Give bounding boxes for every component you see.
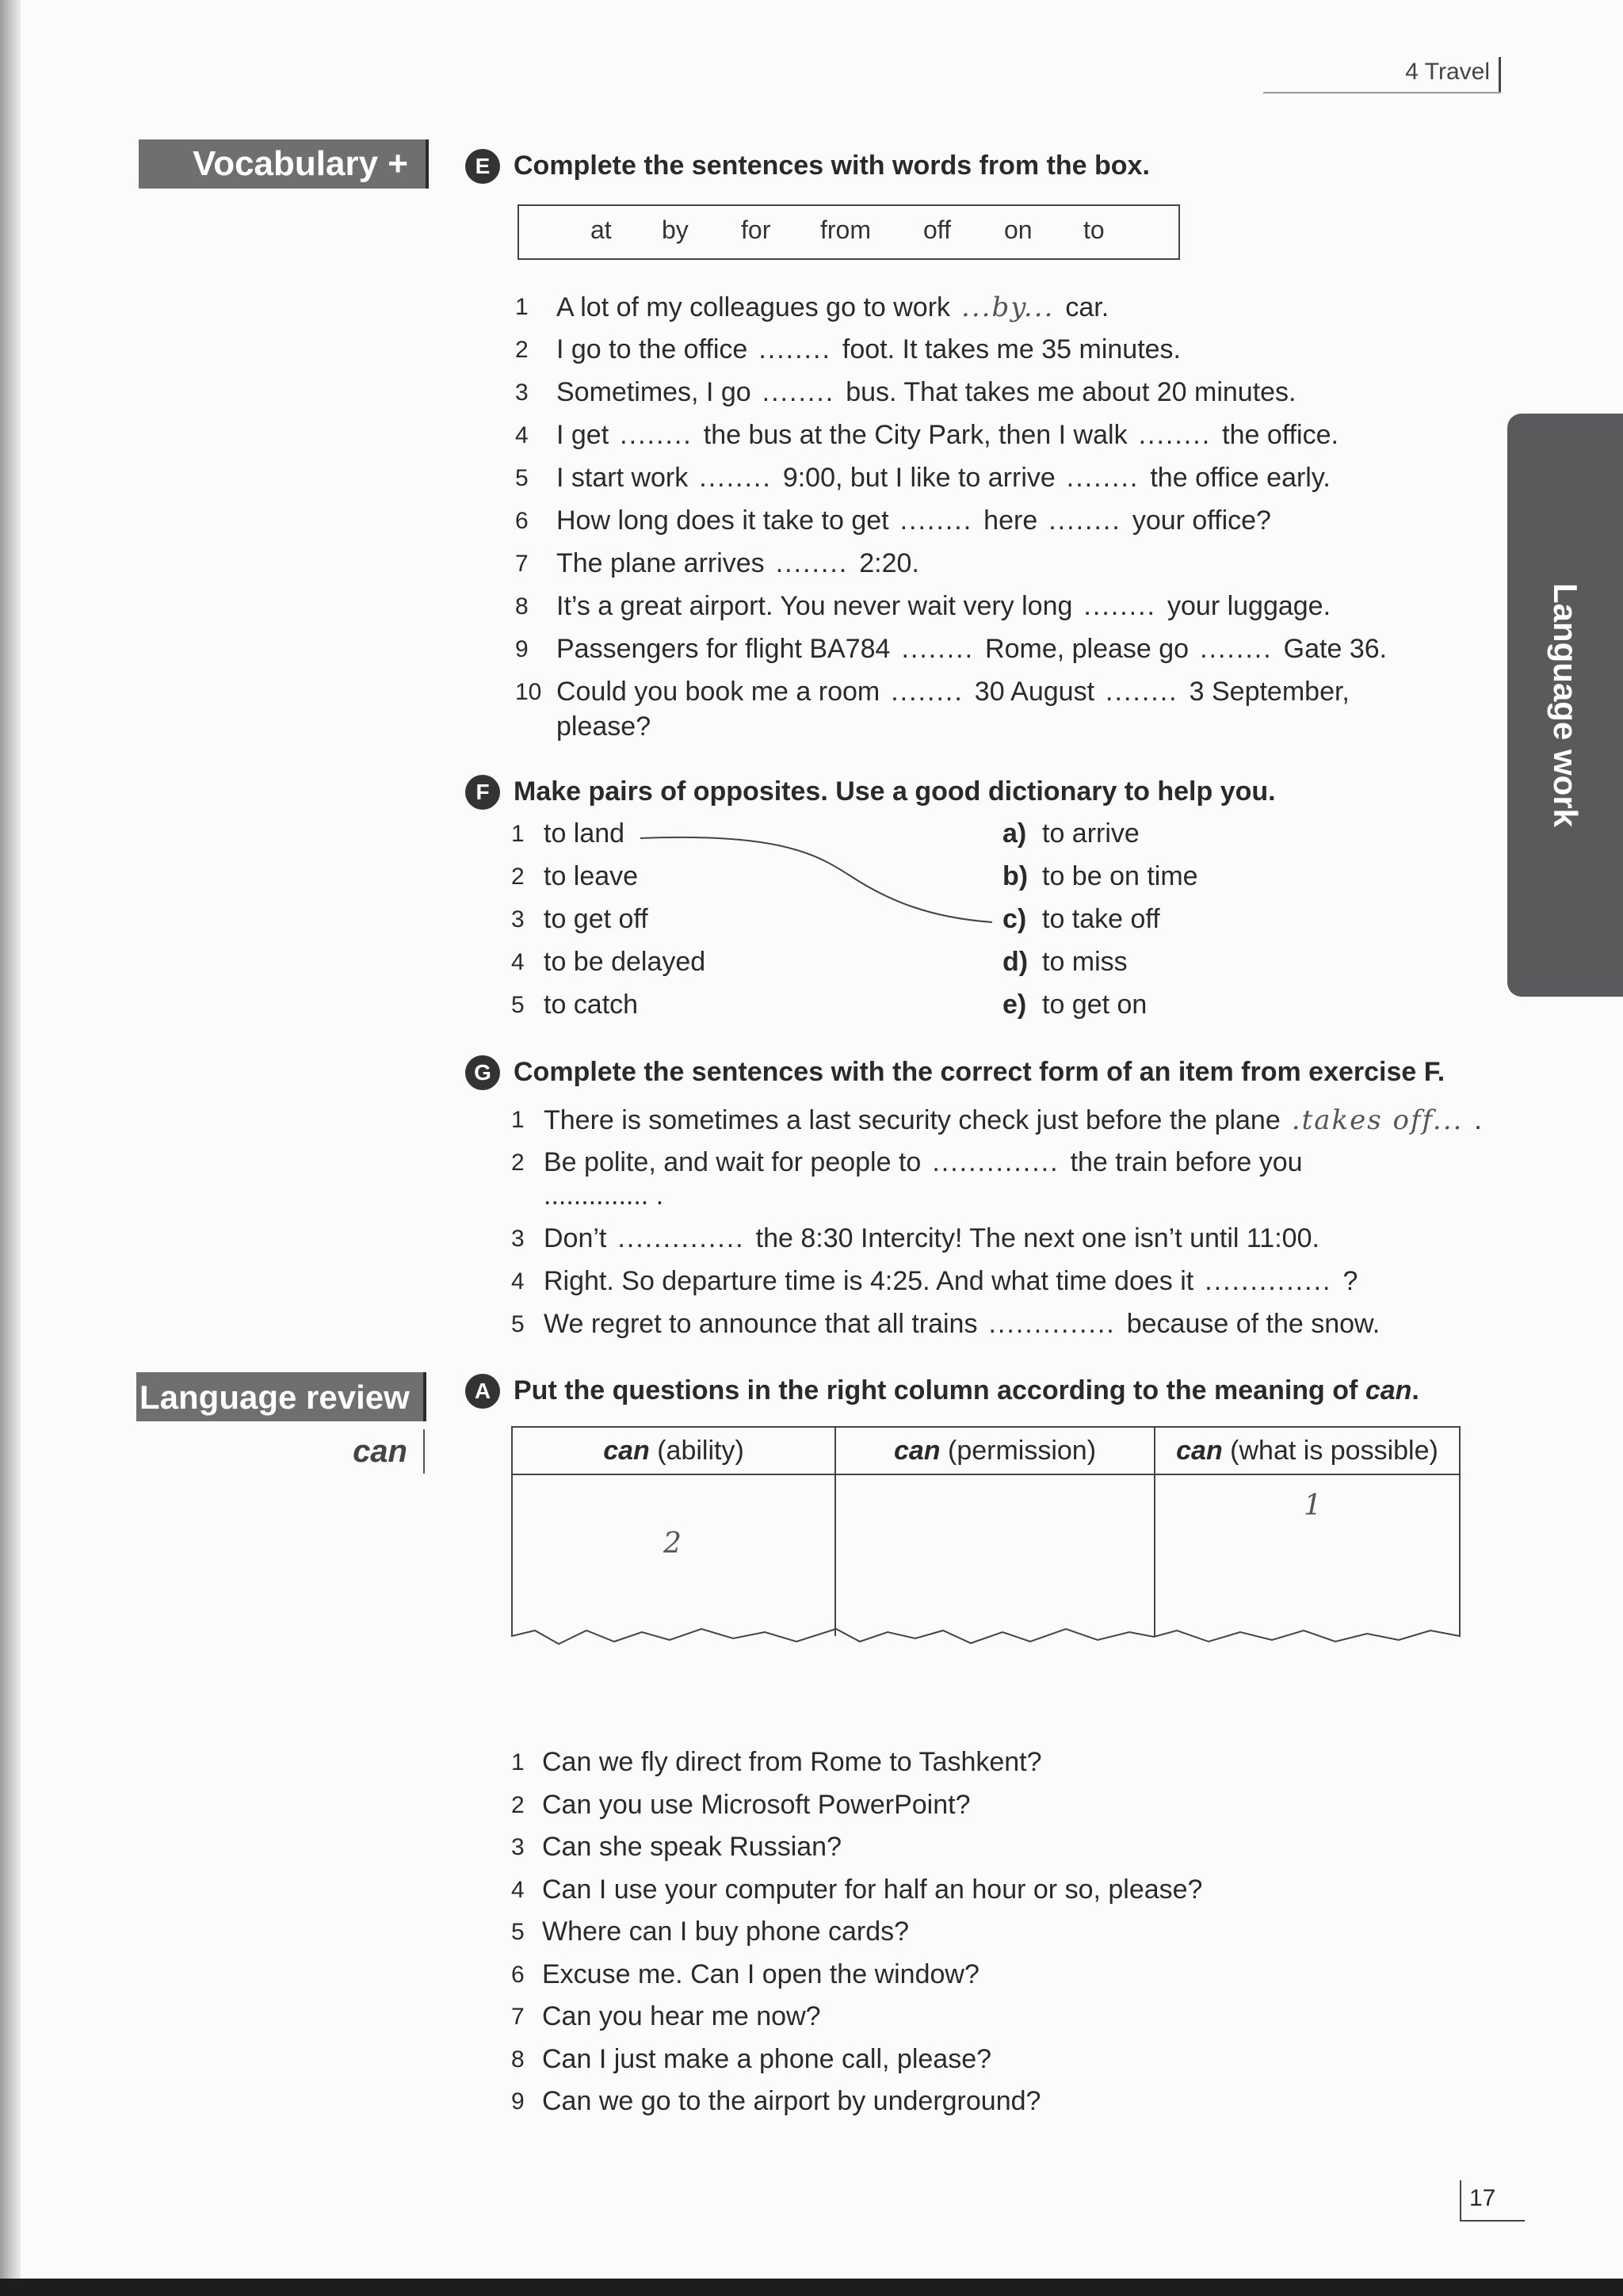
item-line [544, 1309, 1380, 1340]
item-text: 9:00, but I like to arrive [782, 463, 1056, 493]
handwritten-answer: .takes off... [1291, 1104, 1464, 1136]
item-number: 10 [515, 679, 542, 705]
item-number: 1 [515, 294, 529, 320]
item-line [544, 1223, 1319, 1254]
word-box-item: on [1004, 215, 1033, 244]
match-left-item: to land [544, 818, 625, 849]
question-number: 1 [511, 1749, 525, 1775]
item-number: 2 [515, 337, 529, 363]
page-number [1460, 2180, 1525, 2222]
match-left-number: 2 [511, 864, 525, 890]
match-right-letter: e) [1002, 990, 1027, 1020]
item-text: your office? [1132, 505, 1271, 536]
item-text: Sometimes, I go [556, 377, 751, 407]
word-box-item: at [590, 215, 612, 244]
word-box-item: by [662, 215, 689, 244]
table-header-possible [1154, 1426, 1461, 1475]
blank: ........ [1106, 677, 1178, 707]
blank: ........ [1066, 463, 1140, 493]
item-number: 4 [515, 422, 529, 448]
table-header-ability [511, 1426, 836, 1475]
exercise-badge-f: F [465, 775, 500, 810]
instruction-emphasis: can [1365, 1375, 1412, 1405]
question-number: 6 [511, 1961, 525, 1988]
item-text: here [983, 505, 1038, 536]
question-text: Can we fly direct from Rome to Tashkent? [542, 1747, 1042, 1777]
match-right-item: to take off [1042, 904, 1160, 934]
blank: .............. [988, 1309, 1116, 1339]
item-line [544, 1147, 1303, 1178]
item-text: . [1474, 1105, 1482, 1135]
item-number: 5 [511, 1311, 525, 1337]
item-text: foot. It takes me 35 minutes. [842, 334, 1181, 364]
exercise-badge-g: G [465, 1055, 500, 1090]
word-box-item: for [741, 215, 771, 244]
match-left-item: to be delayed [544, 947, 706, 977]
question-text: Can I use your computer for half an hour or so, please? [542, 1874, 1203, 1905]
item-number: 2 [511, 1150, 525, 1176]
side-tab-label: Language work [1547, 582, 1584, 828]
blank: ........ [1083, 591, 1156, 621]
match-right-letter: d) [1002, 947, 1029, 977]
blank: .............. [1205, 1266, 1332, 1296]
item-text: Be polite, and wait for people to [544, 1147, 922, 1177]
item-continuation: please? [556, 711, 651, 742]
can-table [511, 1426, 1461, 1672]
question-number: 9 [511, 2088, 525, 2115]
question-number: 2 [511, 1791, 525, 1818]
page-number-text: 17 [1469, 2185, 1496, 2211]
section-label-text: Vocabulary + [193, 144, 408, 183]
item-number: 5 [515, 465, 529, 491]
word-box-item: from [820, 215, 871, 244]
match-left-item: to catch [544, 990, 639, 1020]
item-text: bus. That takes me about 20 minutes. [846, 377, 1296, 407]
running-head-text: 4 Travel [1405, 59, 1490, 85]
item-text: Gate 36. [1283, 634, 1388, 664]
question-number: 7 [511, 2004, 525, 2030]
item-line [544, 1266, 1358, 1297]
item-text: Right. So departure time is 4:25. And what time does it [544, 1266, 1194, 1296]
item-text: A lot of my colleagues go to work [556, 292, 951, 322]
handwritten-mark: 2 [663, 1527, 682, 1560]
item-text: ? [1342, 1266, 1358, 1296]
item-number: 6 [515, 508, 529, 534]
question-text: Can she speak Russian? [542, 1832, 842, 1862]
sublabel-text: can [353, 1434, 407, 1469]
item-text: Rome, please go [985, 634, 1190, 664]
question-text: Excuse me. Can I open the window? [542, 1958, 980, 1989]
header-emphasis: can [893, 1436, 941, 1466]
question-text: Can I just make a phone call, please? [542, 2043, 992, 2074]
item-number: 4 [511, 1268, 525, 1295]
item-line [544, 1104, 1482, 1136]
item-text: I start work [556, 463, 689, 493]
match-left-number: 1 [511, 821, 525, 847]
blank: ........ [699, 463, 772, 493]
blank: ........ [775, 548, 849, 578]
question-text: Can you use Microsoft PowerPoint? [542, 1789, 971, 1820]
item-text: 3 September, [1189, 677, 1350, 707]
item-text: We regret to announce that all trains [544, 1309, 978, 1339]
item-number: 1 [511, 1107, 525, 1133]
item-text: Could you book me a room [556, 677, 880, 707]
question-number: 3 [511, 1834, 525, 1860]
match-right-letter: c) [1002, 904, 1027, 934]
instruction-text: Put the questions in the right column according to the meaning of [514, 1375, 1365, 1405]
item-number: 9 [515, 636, 529, 662]
item-text: I get [556, 420, 609, 450]
word-box-item: off [923, 215, 951, 244]
item-continuation: .............. . [544, 1180, 664, 1211]
exercise-g-instruction: Complete the sentences with the correct form of an item from exercise F. [514, 1057, 1445, 1087]
match-right-item: to arrive [1042, 818, 1140, 849]
section-label-language-review [136, 1372, 426, 1421]
item-text: 2:20. [859, 548, 919, 578]
instruction-text: . [1411, 1375, 1419, 1405]
item-text: Don’t [544, 1223, 607, 1253]
match-right-item: to be on time [1042, 861, 1198, 891]
exercise-f-instruction: Make pairs of opposites. Use a good dictionary to help you. [514, 776, 1276, 807]
blank: ........ [758, 334, 831, 364]
item-text: because of the snow. [1126, 1309, 1381, 1339]
match-right-item: to miss [1042, 947, 1128, 977]
blank: ........ [1048, 505, 1121, 536]
match-left-item: to get off [544, 904, 648, 934]
exercise-e-instruction: Complete the sentences with words from the box. [514, 151, 1150, 181]
blank: ........ [762, 377, 835, 407]
item-text: There is sometimes a last security check just before the plane [544, 1105, 1281, 1135]
header-text: (what is possible) [1222, 1436, 1438, 1466]
blank: .............. [617, 1223, 745, 1253]
exercise-badge-e: E [465, 149, 500, 184]
header-emphasis: can [1176, 1436, 1223, 1466]
item-text: I go to the office [556, 334, 748, 364]
blank: ........ [1200, 634, 1273, 664]
match-right-item: to get on [1042, 990, 1148, 1020]
item-text: the office early. [1150, 463, 1331, 493]
item-text: It’s a great airport. You never wait very long [556, 591, 1073, 621]
item-text: your luggage. [1167, 591, 1331, 621]
item-number: 8 [515, 593, 529, 620]
question-text: Where can I buy phone cards? [542, 1917, 910, 1947]
blank: ........ [1138, 420, 1212, 450]
exercise-a-instruction [514, 1375, 1419, 1406]
item-text: the train before you [1070, 1147, 1303, 1177]
match-right-letter: a) [1002, 818, 1027, 849]
section-label-text: Language review [139, 1379, 410, 1416]
bottom-edge [0, 2279, 1623, 2296]
section-sublabel-can [317, 1429, 425, 1474]
blank: .............. [932, 1147, 1060, 1177]
blank: ........ [899, 505, 973, 536]
question-text: Can we go to the airport by underground? [542, 2086, 1041, 2116]
match-left-number: 5 [511, 992, 525, 1018]
header-emphasis: can [603, 1436, 650, 1466]
word-box-item: to [1083, 215, 1105, 244]
item-text: car. [1065, 292, 1109, 322]
match-left-item: to leave [544, 861, 639, 891]
blank: ........ [901, 634, 975, 664]
question-number: 8 [511, 2046, 525, 2073]
item-text: Passengers for flight BA784 [556, 634, 891, 664]
exercise-badge-a: A [465, 1374, 500, 1409]
item-text: the office. [1222, 420, 1338, 450]
header-text: (ability) [649, 1436, 744, 1466]
item-number: 3 [511, 1226, 525, 1252]
blank: ........ [620, 420, 693, 450]
item-text: How long does it take to get [556, 505, 889, 536]
table-header-permission [834, 1426, 1155, 1475]
item-number: 7 [515, 551, 529, 577]
match-right-letter: b) [1002, 861, 1029, 891]
match-left-number: 4 [511, 949, 525, 975]
question-text: Can you hear me now? [542, 2001, 821, 2031]
question-number: 4 [511, 1876, 525, 1903]
question-number: 5 [511, 1919, 525, 1945]
match-left-number: 3 [511, 906, 525, 933]
item-text: 30 August [974, 677, 1095, 707]
blank: ........ [891, 677, 964, 707]
item-number: 3 [515, 379, 529, 406]
handwritten-answer: ...by... [961, 292, 1055, 323]
item-text: the 8:30 Intercity! The next one isn’t until 11:00. [755, 1223, 1319, 1253]
header-text: (permission) [940, 1436, 1097, 1466]
item-text: The plane arrives [556, 548, 765, 578]
handwritten-mark: 1 [1304, 1489, 1322, 1522]
item-text: the bus at the City Park, then I walk [703, 420, 1128, 450]
